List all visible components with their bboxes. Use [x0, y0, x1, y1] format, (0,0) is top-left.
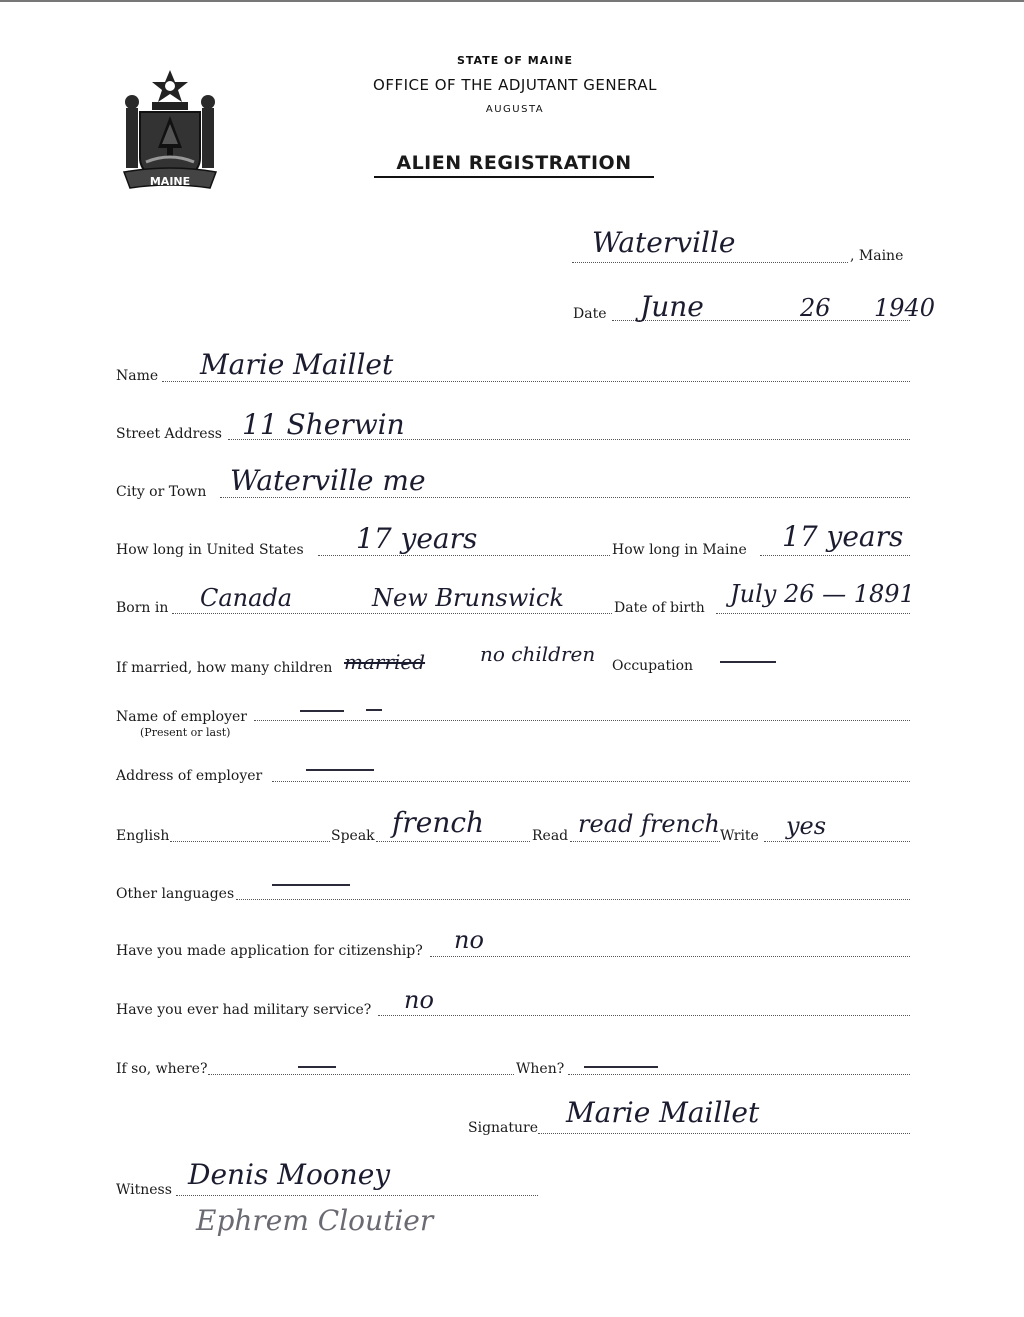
military-value: no [404, 986, 434, 1014]
date-year-value: 1940 [874, 294, 936, 322]
name-value: Marie Maillet [200, 348, 394, 381]
write-value: yes [786, 812, 827, 840]
maine-years-value: 17 years [782, 520, 904, 553]
speak-value: french [392, 806, 485, 839]
dob-dotted-line [716, 613, 910, 614]
born-country-value: Canada [200, 584, 293, 612]
speak-dotted-line [376, 841, 530, 842]
witness-1-value: Denis Mooney [188, 1158, 391, 1191]
us-years-value: 17 years [356, 522, 478, 555]
dob-label: Date of birth [614, 600, 705, 616]
scan-edge [0, 0, 1024, 2]
date-label: Date [573, 306, 607, 322]
write-dotted-line [764, 841, 910, 842]
name-dotted-line [162, 381, 910, 382]
other-languages-dotted-line [236, 899, 910, 900]
date-day-value: 26 [800, 294, 831, 322]
office-heading: OFFICE OF THE ADJUTANT GENERAL [373, 76, 657, 94]
us-dotted-line [318, 555, 610, 556]
street-value: 11 Sherwin [242, 408, 405, 441]
born-label: Born in [116, 600, 169, 616]
employer-dash-2 [366, 709, 382, 711]
city-value: Waterville me [230, 464, 426, 497]
dob-value: July 26 — 1891 [730, 580, 915, 608]
read-value: read french [578, 810, 720, 838]
form-title: ALIEN REGISTRATION [374, 152, 654, 178]
employer-dash [300, 710, 344, 712]
born-province-value: New Brunswick [372, 584, 564, 612]
born-dotted-line [172, 613, 612, 614]
maine-long-dotted-line [760, 555, 910, 556]
witness-2-value: Ephrem Cloutier [196, 1204, 434, 1237]
english-dotted-line [170, 841, 330, 842]
where-dotted-line [208, 1074, 514, 1075]
witness-dotted-line [176, 1195, 538, 1196]
married-struck-value: married [344, 650, 426, 674]
write-label: Write [720, 828, 759, 844]
employer-address-dotted-line [272, 781, 910, 782]
employer-address-label: Address of employer [116, 768, 263, 784]
maine-long-label: How long in Maine [612, 542, 747, 558]
town-value: Waterville [592, 226, 736, 259]
when-dash [584, 1066, 658, 1068]
city-label: City or Town [116, 484, 207, 500]
witness-label: Witness [116, 1182, 172, 1198]
date-month-value: June [640, 290, 704, 323]
employer-address-dash [306, 769, 374, 771]
when-label: When? [516, 1061, 565, 1077]
signature-value: Marie Maillet [566, 1096, 760, 1129]
maine-label: , Maine [850, 248, 904, 264]
occupation-dash [720, 661, 776, 663]
town-dotted-line [572, 262, 848, 263]
citizenship-value: no [454, 926, 484, 954]
us-label: How long in United States [116, 542, 304, 558]
name-label: Name [116, 368, 159, 384]
city-dotted-line [220, 497, 910, 498]
speak-label: Speak [331, 828, 375, 844]
military-dotted-line [378, 1015, 910, 1016]
state-heading: STATE OF MAINE [456, 54, 574, 67]
children-value: no children [480, 642, 596, 666]
other-languages-dash [272, 884, 350, 886]
military-label: Have you ever had military service? [116, 1002, 372, 1018]
city-heading: AUGUSTA [485, 104, 545, 115]
when-dotted-line [568, 1074, 910, 1075]
where-dash [298, 1066, 336, 1068]
read-dotted-line [570, 841, 720, 842]
citizenship-dotted-line [430, 956, 910, 957]
where-label: If so, where? [116, 1061, 208, 1077]
citizenship-label: Have you made application for citizenship? [116, 943, 423, 959]
english-label: English [116, 828, 170, 844]
employer-label: Name of employer [116, 709, 247, 725]
maine-state-seal [118, 68, 222, 196]
signature-label: Signature [468, 1120, 539, 1136]
svg-text:MAINE: MAINE [149, 175, 191, 188]
other-languages-label: Other languages [116, 886, 235, 902]
employer-note: (Present or last) [140, 726, 231, 739]
married-label: If married, how many children [116, 660, 333, 676]
employer-dotted-line [254, 720, 910, 721]
street-label: Street Address [116, 426, 222, 442]
signature-dotted-line [538, 1133, 910, 1134]
read-label: Read [532, 828, 569, 844]
occupation-label: Occupation [612, 658, 694, 674]
